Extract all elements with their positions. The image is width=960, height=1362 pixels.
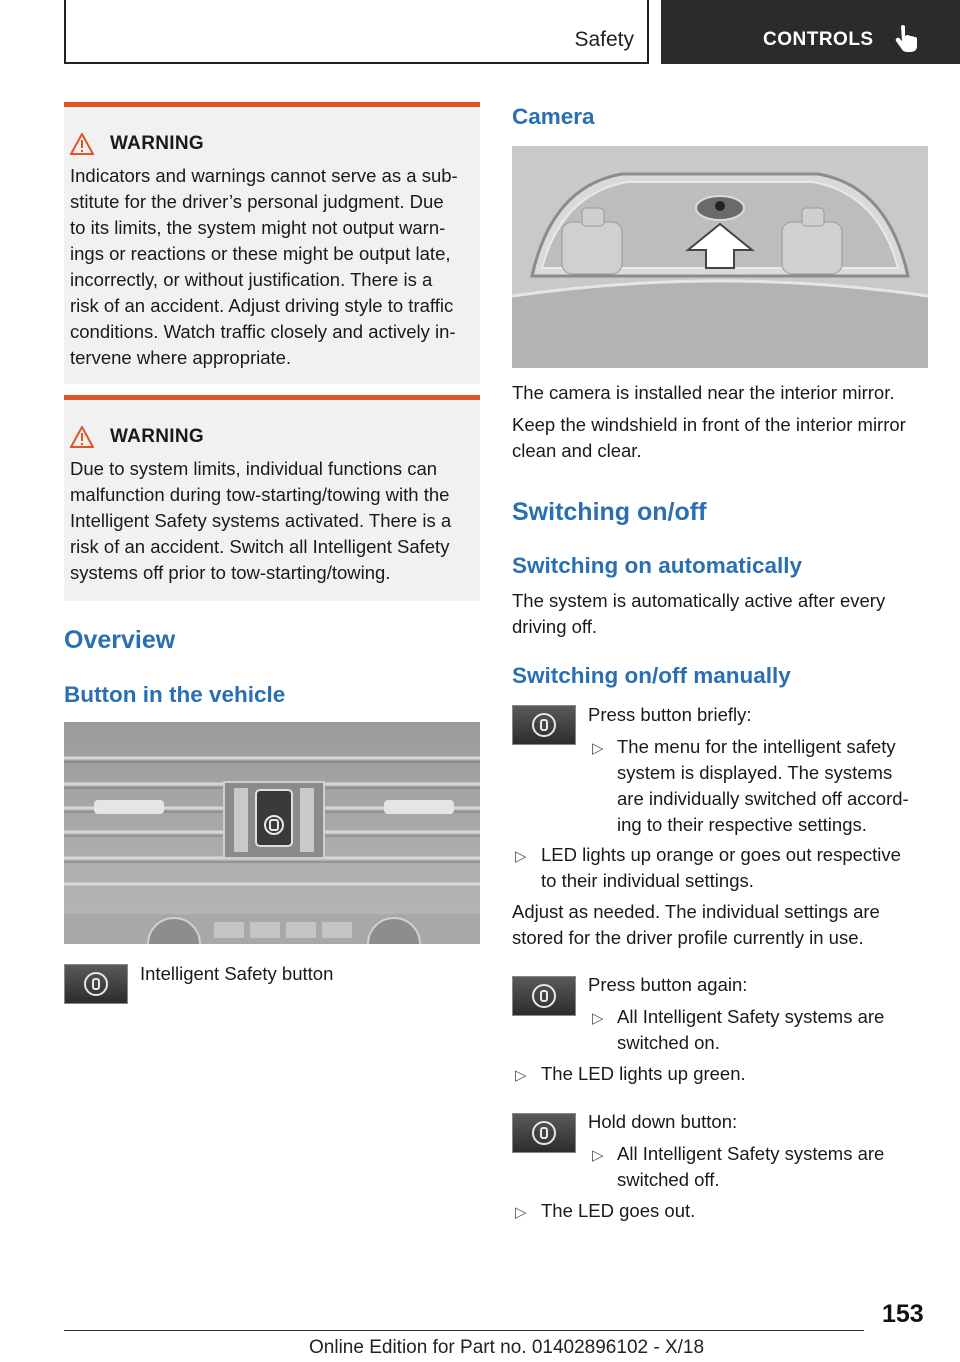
warning-box-2	[64, 395, 480, 601]
camera-windshield-text: Keep the windshield in front of the interior mirror clean and clear.	[512, 414, 906, 461]
hold-led-text: The LED goes out.	[541, 1200, 696, 1221]
hold-sub-text: All Intelligent Safety systems are switched off.	[617, 1143, 885, 1190]
intelligent-safety-button-icon	[512, 1113, 576, 1153]
intelligent-safety-button-icon	[512, 976, 576, 1016]
bullet-triangle-icon: ▷	[515, 1204, 527, 1221]
section-title: Safety	[574, 28, 634, 51]
windshield-camera-illustration	[512, 146, 928, 368]
page-number: 153	[882, 1300, 924, 1328]
bullet-triangle-icon: ▷	[592, 1010, 604, 1027]
hold-down-label: Hold down button:	[588, 1111, 738, 1132]
button-caption: Intelligent Safety button	[140, 963, 334, 984]
warning-title: WARNING	[110, 426, 204, 447]
adjust-text: Adjust as needed. The individual settings are stored for the driver profile currently in use.	[512, 901, 880, 948]
camera-location-text: The camera is installed near the interior mirror.	[512, 382, 895, 403]
pointing-hand-icon	[893, 24, 919, 54]
chapter-tab-label: CONTROLS	[763, 29, 874, 50]
switching-manual-heading: Switching on/off manually	[512, 663, 791, 688]
bullet-triangle-icon: ▷	[592, 1147, 604, 1164]
button-in-vehicle-heading: Button in the vehicle	[64, 682, 286, 707]
bullet-triangle-icon: ▷	[515, 848, 527, 865]
switching-heading: Switching on/off	[512, 498, 707, 526]
warning-text: Due to system limits, individual functions can malfunction during tow-starting/towing with the Intelligent Safety systems activated. There is a risk of an accident. Switch all Intelligent Safety systems off prior to tow-starting/towing.	[70, 458, 452, 583]
warning-title: WARNING	[110, 133, 204, 154]
overview-heading: Overview	[64, 626, 176, 654]
brief-sub-text: The menu for the intelligent safety system is displayed. The systems are individually switched off accord‐ ing to their respective settings.	[617, 736, 909, 835]
warning-text: Indicators and warnings cannot serve as a sub‐ stitute for the driver’s personal judgment. Due to its limits, the system might not output warn‐ ings or reactions or these might be output late, incorrectly, or without justification. There is a risk of an accident. Adjust driving style to traffic conditions. Watch traffic closely and actively in‐ tervene where appropriate.	[70, 165, 458, 368]
header-frame	[64, 0, 649, 64]
warning-triangle-icon	[70, 133, 94, 155]
again-led-text: The LED lights up green.	[541, 1063, 746, 1084]
press-briefly-label: Press button briefly:	[588, 704, 752, 725]
intelligent-safety-button-icon	[512, 705, 576, 745]
brief-led-text: LED lights up orange or goes out respective to their individual settings.	[541, 844, 901, 891]
warning-triangle-icon	[70, 426, 94, 448]
intelligent-safety-button-icon	[64, 964, 128, 1004]
warning-box-1	[64, 102, 480, 384]
camera-heading: Camera	[512, 104, 595, 129]
bullet-triangle-icon: ▷	[592, 740, 604, 757]
switching-auto-text: The system is automatically active after every driving off.	[512, 590, 886, 637]
dashboard-vents-illustration	[64, 722, 480, 944]
press-again-label: Press button again:	[588, 974, 748, 995]
footer-edition: Online Edition for Part no. 01402896102 - X/18	[309, 1337, 705, 1358]
bullet-triangle-icon: ▷	[515, 1067, 527, 1084]
switching-auto-heading: Switching on automatically	[512, 553, 803, 578]
footer-divider	[64, 1330, 864, 1331]
again-sub-text: All Intelligent Safety systems are switched on.	[617, 1006, 885, 1053]
